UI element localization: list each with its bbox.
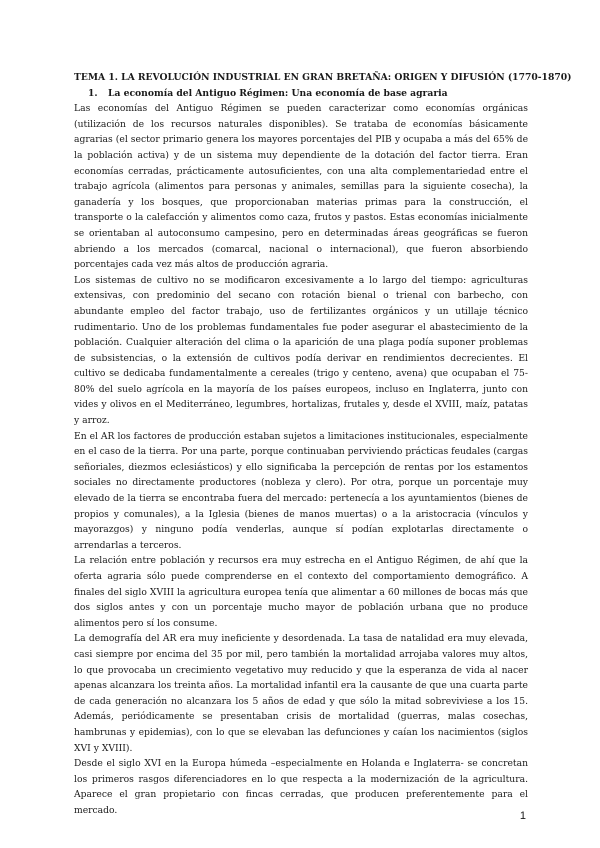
document-body — [74, 70, 572, 819]
document-title: TEMA 1. LA REVOLUCIÓN INDUSTRIAL EN GRAN BRETAÑA: ORIGEN Y DIFUSIÓN (1770-1870) — [74, 72, 572, 83]
paragraph-1: Las economías del Antiguo Régimen se pueden caracterizar como economías orgánicas (utilización de los recursos naturales disponibles). Se trataba de economías básicamente agrarias (el sector primario genera los mayores porcentajes del PIB y ocupaba a más del 65% de la población activa) y de un sistema muy dependiente de la dotación del factor tierra. Eran economías cerradas, prácticamente autosuficientes, con una alta complementariedad entre el trabajo agrícola (alimentos para personas y animales, semillas para la siguiente cosecha), la ganadería y los bosques, que proporcionaban materias primas para la construcción, el transporte o la calefacción y alimentos como caza, frutos y pastos. Estas economías inicialmente se orientaban al autoconsumo campesino, pero en determinadas áreas geográficas se fueron abriendo a los mercados (comarcal, nacional o internacional), que fueron absorbiendo porcentajes cada vez más altos de producción agraria. — [74, 103, 528, 271]
section-heading — [74, 86, 528, 102]
section-number: 1. — [88, 87, 98, 99]
paragraph-2: Los sistemas de cultivo no se modificaron excesivamente a lo largo del tiempo: agriculturas extensivas, con predominio del secano con rotación bienal o trienal con barbecho, con abundante empleo del factor trabajo, uso de fertilizantes orgánicos y un utillaje técnico rudimentario. Uno de los problemas fundamentales fue poder asegurar el abastecimiento de la población. Cualquier alteración del clima o la aparición de una plaga podía suponer problemas de subsistencias, o la extensión de cultivos podía derivar en rendimientos decrecientes. El cultivo se dedicaba fundamentalmente a cereales (trigo y centeno, avena) que ocupaban el 75-80% del suelo agrícola en la mayoría de los países europeos, incluso en Inglaterra, junto con vides y olivos en el Mediterráneo, legumbres, hortalizas, frutales y, desde el XVIII, maíz, patatas y arroz. — [74, 274, 528, 427]
page-number: 1 — [519, 810, 526, 822]
paragraph-4: La relación entre población y recursos era muy estrecha en el Antiguo Régimen, de ahí que la oferta agraria sólo puede comprenderse en el contexto del comportamiento demográfico. A finales del siglo XVIII la agricultura europea tenía que alimentar a 60 millones de bocas más que dos siglos antes y con un porcentaje mucho mayor de población urbana que no produce alimentos pero sí los consume. — [74, 555, 528, 629]
paragraph-5: La demografía del AR era muy ineficiente y desordenada. La tasa de natalidad era muy elevada, casi siempre por encima del 35 por mil, pero también la mortalidad arrojaba valores muy altos, lo que provocaba un crecimiento vegetativo muy reducido y que la esperanza de vida al nacer apenas alcanzara los treinta años. La mortalidad infantil era la causante de que una cuarta parte de cada generación no alcanzara los 5 años de edad y que sólo la mitad sobreviviese a los 15. Además, periódicamente se presentaban crisis de mortalidad (guerras, malas cosechas, hambrunas y epidemias), con lo que se elevaban las defunciones y caían los nacimientos (siglos XVI y XVIII). — [74, 633, 528, 754]
paragraph-3: En el AR los factores de producción estaban sujetos a limitaciones institucionales, especialmente en el caso de la tierra. Por una parte, porque continuaban perviviendo prácticas feudales (cargas señoriales, diezmos eclesiásticos) y ello significaba la percepción de rentas por los estamentos sociales no directamente productores (nobleza y clero). Por otra, porque un porcentaje muy elevado de la tierra se encontraba fuera del mercado: pertenecía a los ayuntamientos (bienes de propios y comunales), a la Iglesia (bienes de manos muertas) o a la aristocracia (vínculos y mayorazgos) y ninguno podía venderlas, aunque sí podían explotarlas directamente o arrendarlas a terceros. — [74, 430, 528, 551]
paragraph-6: Desde el siglo XVI en la Europa húmeda –especialmente en Holanda e Inglaterra- se concretan los primeros rasgos diferenciadores en lo que respecta a la modernización de la agricultura. Aparece el gran propietario con fincas cerradas, que producen preferentemente para el mercado. — [74, 758, 528, 816]
section-heading-text: La economía del Antiguo Régimen: Una economía de base agraria — [108, 87, 448, 99]
